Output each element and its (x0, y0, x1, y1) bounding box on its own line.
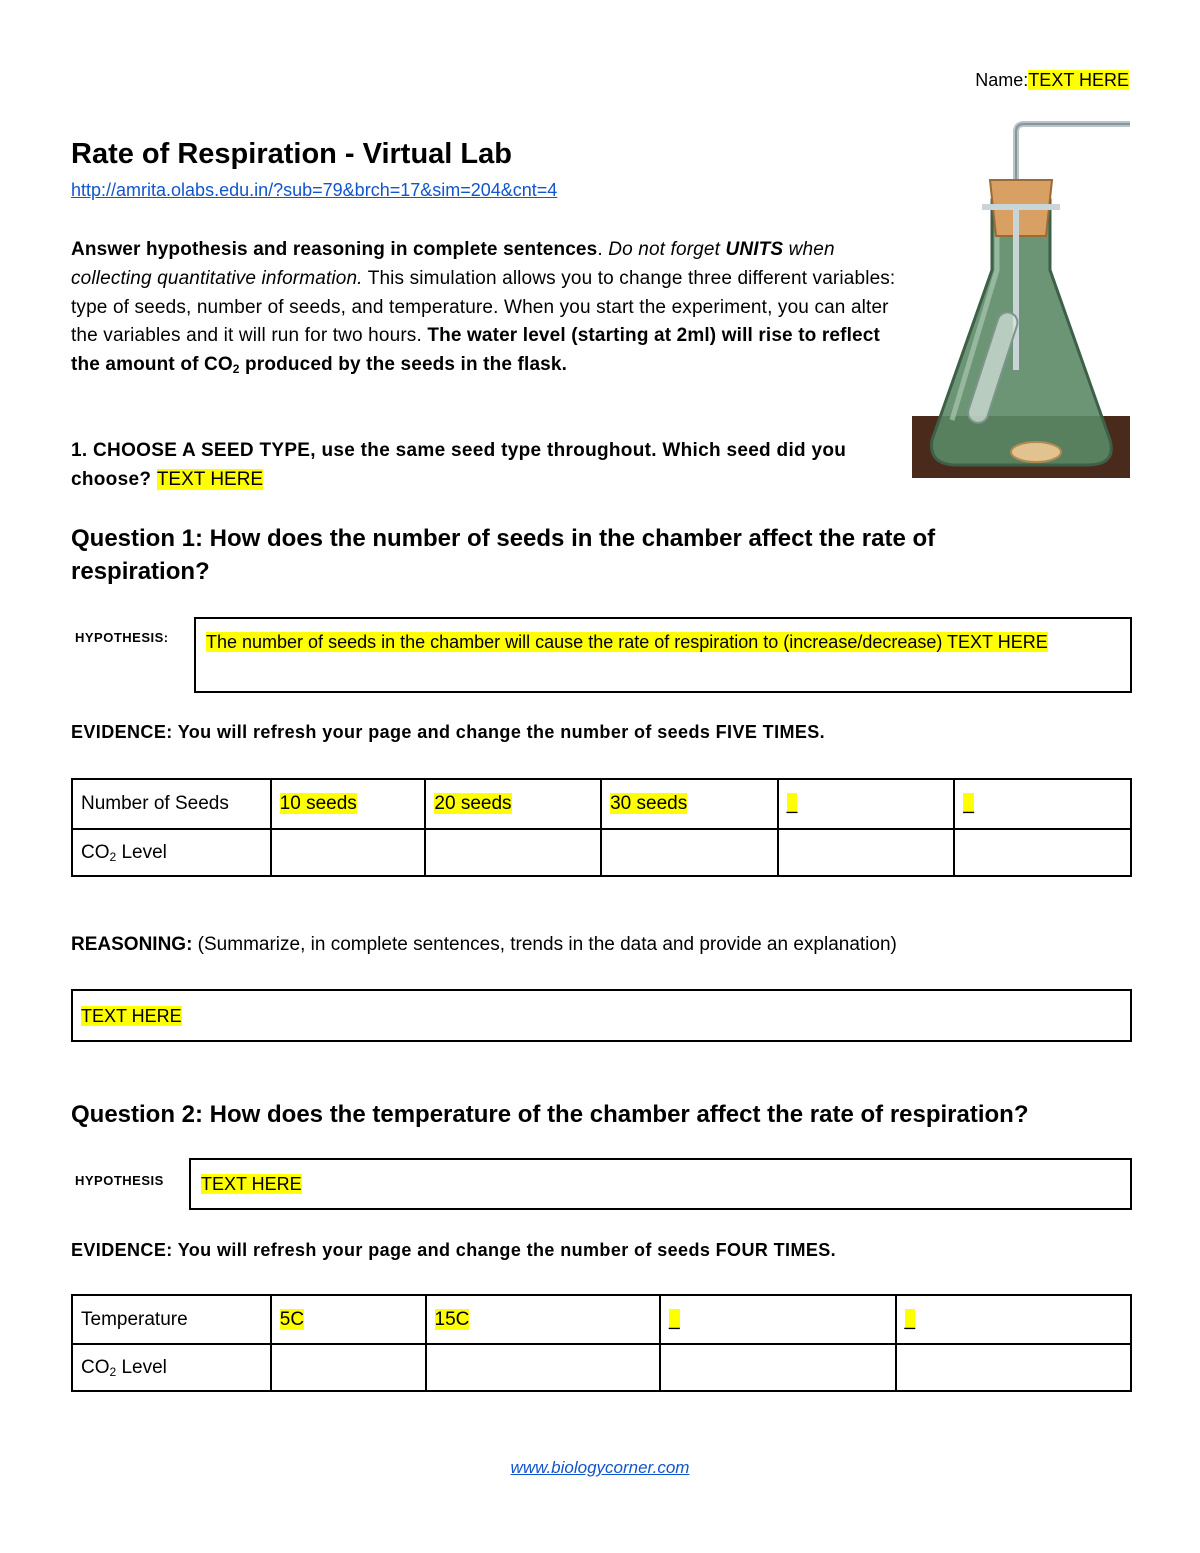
q1-cell-2[interactable]: 20 seeds (425, 779, 601, 829)
reasoning-label: REASONING: (71, 934, 193, 955)
step-1-text: 1. CHOOSE A SEED TYPE, use the same seed type throughout. Which seed did you choose? (71, 440, 847, 490)
name-field[interactable]: TEXT HERE (1028, 70, 1129, 90)
q2-data-table (71, 1294, 1132, 1392)
intro-italic-2: when collecting quantitative information. (71, 239, 835, 289)
q2-co2-cell-2[interactable] (426, 1344, 661, 1391)
intro-period: . (597, 239, 609, 260)
page-title: Rate of Respiration - Virtual Lab (71, 138, 512, 170)
q1-hypothesis-label: HYPOTHESIS: (75, 630, 169, 645)
q1-cell-1[interactable]: 10 seeds (271, 779, 426, 829)
flask-illustration (912, 120, 1132, 482)
intro-bold-2: The water level (starting at 2ml) will rise to reflect the amount of CO (71, 325, 880, 376)
q1-evidence: EVIDENCE: You will refresh your page and change the number of seeds FIVE TIMES. (71, 722, 826, 742)
question-2-title: Question 2: How does the temperature of the chamber affect the rate of respiration? (71, 1101, 1029, 1128)
q2-cell-3[interactable]: _ (660, 1295, 895, 1344)
intro-bold-1: Answer hypothesis and reasoning in complete sentences (71, 239, 598, 260)
intro-plain: This simulation allows you to change three different variables: type of seeds, number of seeds, and temperature. When you start the experiment, you can alter the variables and it will run for two hours. (71, 267, 896, 347)
q1-cell-4[interactable]: _ (778, 779, 955, 829)
q1-reasoning (71, 934, 897, 956)
lab-link[interactable]: http://amrita.olabs.edu.in/?sub=79&brch=17&sim=204&cnt=4 (71, 180, 558, 200)
q1-hypothesis-box[interactable] (194, 617, 1132, 693)
q1-cell-5[interactable]: _ (954, 779, 1131, 829)
intro-paragraph (71, 236, 911, 380)
q2-hypothesis-label: HYPOTHESIS (75, 1173, 164, 1188)
footer-link[interactable]: www.biologycorner.com (510, 1458, 690, 1477)
q1-co2-cell-1[interactable] (271, 829, 426, 876)
seeds-icon (1011, 442, 1061, 462)
q2-co2-cell-3[interactable] (660, 1344, 895, 1391)
q1-row-co2 (72, 829, 1131, 876)
q1-co2-cell-4[interactable] (778, 829, 955, 876)
q1-co2-cell-2[interactable] (425, 829, 601, 876)
q2-cell-2[interactable]: 15C (426, 1295, 661, 1344)
reasoning-hint: (Summarize, in complete sentences, trends in the data and provide an explanation) (192, 934, 897, 955)
q1-co2-cell-3[interactable] (601, 829, 778, 876)
name-line (975, 70, 1129, 91)
q1-cell-3[interactable]: 30 seeds (601, 779, 778, 829)
q2-evidence: EVIDENCE: You will refresh your page and change the number of seeds FOUR TIMES. (71, 1240, 837, 1260)
intro-sub: 2 (232, 362, 240, 377)
question-1-title: Question 1: How does the number of seeds in the chamber affect the rate of respiration? (71, 525, 936, 585)
q2-hypothesis-text[interactable]: TEXT HERE (201, 1174, 302, 1194)
q2-cell-1[interactable]: 5C (271, 1295, 426, 1344)
q1-row2-label: $CO_2$ Level (72, 829, 271, 876)
q2-co2-cell-4[interactable] (896, 1344, 1132, 1391)
q1-co2-cell-5[interactable] (954, 829, 1131, 876)
intro-italic-1: Do not forget (608, 239, 726, 260)
q1-hypothesis-text[interactable]: The number of seeds in the chamber will cause the rate of respiration to (increase/decrease) TEXT HERE (206, 632, 1048, 652)
q2-row-temperature (72, 1295, 1131, 1344)
intro-units: UNITS (725, 239, 784, 260)
q2-row2-label: $CO_2$ Level (72, 1344, 271, 1391)
seed-type-answer[interactable]: TEXT HERE (156, 469, 264, 490)
q1-row1-label: Number of Seeds (72, 779, 271, 829)
intro-bold-3: produced by the seeds in the flask. (239, 354, 568, 376)
q1-reasoning-answer[interactable]: TEXT HERE (81, 1006, 182, 1026)
q2-cell-4[interactable]: _ (896, 1295, 1132, 1344)
q1-reasoning-box[interactable] (71, 989, 1132, 1042)
q1-data-table (71, 778, 1132, 877)
q2-hypothesis-box[interactable] (189, 1158, 1132, 1210)
q2-co2-cell-1[interactable] (271, 1344, 426, 1391)
step-1 (71, 436, 911, 494)
q2-row-co2 (72, 1344, 1131, 1391)
name-label: Name: (975, 70, 1029, 90)
flask-body-icon (932, 200, 1112, 465)
q1-row-seeds (72, 779, 1131, 829)
q2-row1-label: Temperature (72, 1295, 271, 1344)
